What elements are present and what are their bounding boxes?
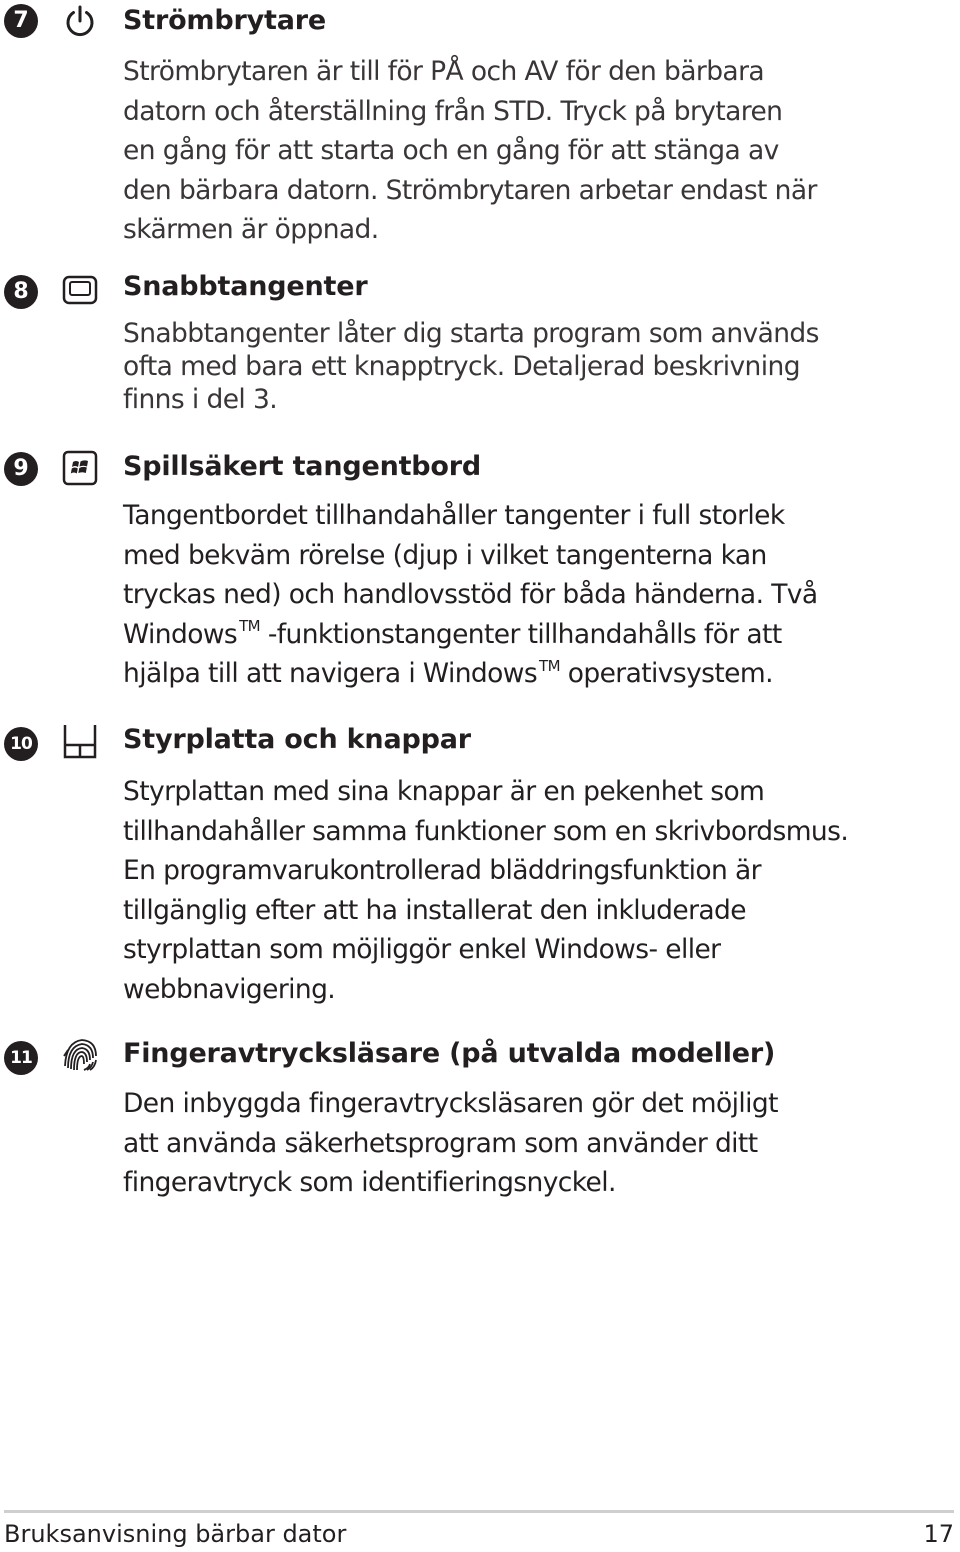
section-body bbox=[123, 496, 818, 694]
page-number: 17 bbox=[923, 1520, 954, 1548]
body-line: tillgänglig efter att ha installerat den inkluderade bbox=[123, 894, 746, 926]
body-line: fingeravtryck som identifieringsnyckel. bbox=[123, 1167, 616, 1198]
section-title: Spillsäkert tangentbord bbox=[123, 451, 482, 482]
body-line: En programvarukontrollerad bläddringsfunktion är bbox=[123, 855, 761, 886]
body-line: Tangentbordet tillhandahåller tangenter i full storlek bbox=[123, 500, 785, 531]
power-icon bbox=[62, 3, 98, 39]
item-number-badge: 9 bbox=[4, 452, 38, 486]
section-body bbox=[123, 52, 817, 250]
instant-keys-icon bbox=[62, 272, 98, 308]
item-number-badge: 10 bbox=[4, 727, 38, 761]
section-body bbox=[123, 772, 848, 1009]
body-line: styrplattan som möjliggör enkel Windows- eller bbox=[123, 934, 721, 965]
body-line: tryckas ned) och handlovsstöd för båda händerna. Två bbox=[123, 579, 818, 610]
section-title: Styrplatta och knappar bbox=[123, 724, 471, 755]
touchpad-icon bbox=[62, 723, 98, 759]
section-title: Snabbtangenter bbox=[123, 271, 368, 302]
item-number-badge: 11 bbox=[4, 1041, 38, 1075]
body-line: webbnavigering. bbox=[123, 973, 336, 1005]
body-line: Styrplattan med sina knappar är en pekenhet som bbox=[123, 776, 765, 807]
section-title: Fingeravtrycksläsare (på utvalda modeller) bbox=[123, 1038, 776, 1069]
item-number-badge: 8 bbox=[4, 275, 38, 309]
body-line: ofta med bara ett knapptryck. Detaljerad beskrivning bbox=[123, 351, 800, 382]
body-line: att använda säkerhetsprogram som använder ditt bbox=[123, 1127, 758, 1159]
body-line: finns i del 3. bbox=[123, 384, 278, 415]
body-line: en gång för att starta och en gång för att stänga av bbox=[123, 135, 779, 166]
fingerprint-icon bbox=[62, 1036, 98, 1072]
body-text: hjälpa till att navigera i Windows bbox=[123, 658, 538, 689]
trademark-mark: TM bbox=[239, 617, 260, 636]
body-line: datorn och återställning från STD. Tryck på brytaren bbox=[123, 95, 783, 127]
body-text: Windows bbox=[123, 618, 238, 650]
body-text: -funktionstangenter tillhandahålls för att bbox=[260, 618, 782, 650]
body-line: Den inbyggda fingeravtrycksläsaren gör det möjligt bbox=[123, 1088, 778, 1119]
keyboard-windows-icon bbox=[62, 450, 98, 486]
section-body bbox=[123, 1084, 778, 1203]
body-line: skärmen är öppnad. bbox=[123, 214, 379, 245]
body-line: tillhandahåller samma funktioner som en skrivbordsmus. bbox=[123, 815, 849, 847]
body-line: med bekväm rörelse (djup i vilket tangenterna kan bbox=[123, 539, 767, 571]
trademark-mark: TM bbox=[539, 656, 560, 675]
body-line bbox=[123, 615, 818, 655]
section-body bbox=[123, 317, 819, 416]
body-line: den bärbara datorn. Strömbrytaren arbetar endast när bbox=[123, 174, 817, 206]
item-number-badge: 7 bbox=[4, 4, 38, 38]
body-text: operativsystem. bbox=[559, 658, 773, 689]
body-line: Strömbrytaren är till för PÅ och AV för den bärbara bbox=[123, 56, 765, 87]
body-line bbox=[123, 654, 818, 694]
body-line: Snabbtangenter låter dig starta program som används bbox=[123, 318, 819, 349]
footer-title: Bruksanvisning bärbar dator bbox=[4, 1520, 347, 1548]
section-title: Strömbrytare bbox=[123, 5, 326, 36]
footer-divider bbox=[4, 1510, 954, 1513]
